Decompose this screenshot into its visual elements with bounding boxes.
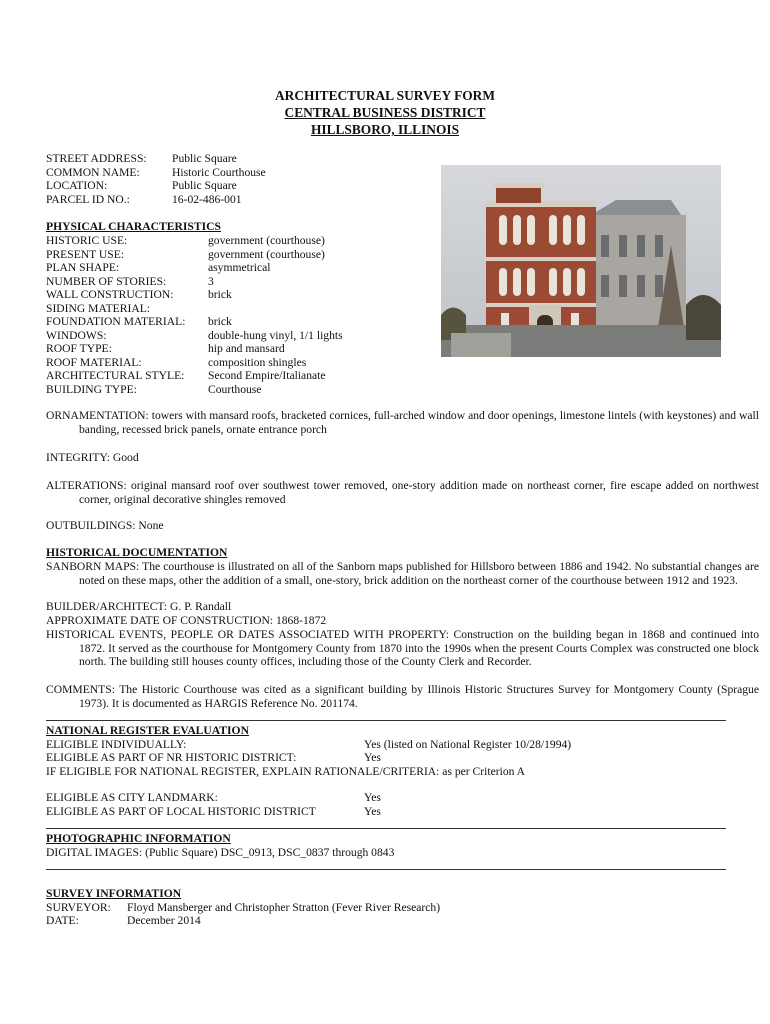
surveyor-label: SURVEYOR: bbox=[46, 901, 111, 914]
ornamentation-text: ORNAMENTATION: towers with mansard roofs, bracketed cornices, full-arched window and door openings, limestone lintels (with keystones) and wall banding, recessed brick panels, ornate entrance porch bbox=[46, 409, 759, 436]
photographic-heading: PHOTOGRAPHIC INFORMATION bbox=[46, 832, 231, 845]
builder-text: BUILDER/ARCHITECT: G. P. Randall bbox=[46, 600, 232, 613]
historical-heading: HISTORICAL DOCUMENTATION bbox=[46, 546, 228, 559]
divider bbox=[46, 828, 726, 829]
physical-row-label: BUILDING TYPE: bbox=[46, 382, 137, 396]
physical-row-value: asymmetrical bbox=[208, 261, 271, 274]
physical-row-value: 3 bbox=[208, 274, 214, 288]
physical-row-label: SIDING MATERIAL: bbox=[46, 301, 151, 315]
title-line-3: HILLSBORO, ILLINOIS bbox=[310, 122, 460, 137]
integrity-text: INTEGRITY: Good bbox=[46, 451, 139, 464]
divider bbox=[46, 869, 726, 870]
date-label: DATE: bbox=[46, 914, 79, 927]
parcel-id-label: PARCEL ID NO.: bbox=[46, 193, 130, 206]
city-landmark-value: Yes bbox=[364, 791, 381, 804]
outbuildings-text: OUTBUILDINGS: None bbox=[46, 519, 164, 532]
sanborn-text: SANBORN MAPS: The courthouse is illustrated on all of the Sanborn maps published for Hillsboro between 1886 and 1942. No substantial changes are noted on these maps, other the addition of a small, one-story, brick addition on the northeast corner of the courthouse between 1912 and 1923. bbox=[46, 560, 759, 587]
physical-row-value: double-hung vinyl, 1/1 lights bbox=[208, 328, 343, 342]
location-label: LOCATION: bbox=[46, 179, 108, 192]
street-address-label: STREET ADDRESS: bbox=[46, 152, 147, 165]
title-line-1: ARCHITECTURAL SURVEY FORM bbox=[275, 88, 495, 103]
construction-date-text: APPROXIMATE DATE OF CONSTRUCTION: 1868-1872 bbox=[46, 614, 327, 627]
physical-row-value: brick bbox=[208, 315, 232, 328]
physical-row-label: ROOF TYPE: bbox=[46, 342, 112, 355]
parcel-id-value: 16-02-486-001 bbox=[172, 193, 242, 206]
physical-row-label: HISTORIC USE: bbox=[46, 234, 128, 247]
alterations-text: ALTERATIONS: original mansard roof over southwest tower removed, one-story addition made on northeast corner, fire escape added on northwest corner, original decorative shingles removed bbox=[46, 479, 759, 506]
location-value: Public Square bbox=[172, 179, 237, 192]
local-district-label: ELIGIBLE AS PART OF LOCAL HISTORIC DISTRICT bbox=[46, 805, 316, 818]
street-address-value: Public Square bbox=[172, 152, 237, 165]
physical-row-value: Second Empire/Italianate bbox=[208, 369, 326, 382]
local-district-value: Yes bbox=[364, 805, 381, 818]
eligible-district-label: ELIGIBLE AS PART OF NR HISTORIC DISTRICT: bbox=[46, 751, 297, 764]
courthouse-photo bbox=[441, 165, 721, 357]
events-text: HISTORICAL EVENTS, PEOPLE OR DATES ASSOCIATED WITH PROPERTY: Construction on the building began in 1868 and continued into 1872. It served as the courthouse for Montgomery County from 1870 into the 1990s when the present Courts Complex was constructed one block north. The building still houses county offices, including those of the County Clerk and Recorder. bbox=[46, 628, 759, 669]
digital-images-text: DIGITAL IMAGES: (Public Square) DSC_0913, DSC_0837 through 0843 bbox=[46, 846, 395, 859]
common-name-value: Historic Courthouse bbox=[172, 166, 266, 179]
survey-heading: SURVEY INFORMATION bbox=[46, 887, 182, 900]
city-landmark-label: ELIGIBLE AS CITY LANDMARK: bbox=[46, 791, 218, 804]
physical-row-value: brick bbox=[208, 288, 232, 301]
national-register-heading: NATIONAL REGISTER EVALUATION bbox=[46, 724, 249, 737]
physical-row-label: FOUNDATION MATERIAL: bbox=[46, 315, 186, 328]
physical-row-value: hip and mansard bbox=[208, 342, 285, 355]
eligible-individually-label: ELIGIBLE INDIVIDUALLY: bbox=[46, 738, 187, 751]
eligible-district-value: Yes bbox=[364, 751, 381, 764]
common-name-label: COMMON NAME: bbox=[46, 166, 140, 179]
date-value: December 2014 bbox=[127, 914, 201, 927]
physical-row-value: government (courthouse) bbox=[208, 234, 325, 247]
physical-heading: PHYSICAL CHARACTERISTICS bbox=[46, 220, 221, 233]
physical-row-value: Courthouse bbox=[208, 382, 262, 396]
physical-row-label: WALL CONSTRUCTION: bbox=[46, 288, 174, 301]
eligible-individually-value: Yes (listed on National Register 10/28/1994) bbox=[364, 738, 572, 751]
physical-row-label: PLAN SHAPE: bbox=[46, 261, 120, 274]
physical-row-value: composition shingles bbox=[208, 355, 307, 369]
comments-text: COMMENTS: The Historic Courthouse was cited as a significant building by Illinois Historic Structures Survey for Montgomery County (Sprague 1973). It is documented as HARGIS Reference No. 201174. bbox=[46, 683, 759, 710]
physical-row-label: NUMBER OF STORIES: bbox=[46, 274, 167, 288]
divider bbox=[46, 720, 726, 721]
document-title bbox=[0, 87, 770, 138]
surveyor-value: Floyd Mansberger and Christopher Stratton (Fever River Research) bbox=[127, 901, 441, 914]
physical-row-label: ROOF MATERIAL: bbox=[46, 355, 142, 369]
physical-row-label: WINDOWS: bbox=[46, 328, 107, 342]
physical-row-label: ARCHITECTURAL STYLE: bbox=[46, 369, 185, 382]
physical-row-value: government (courthouse) bbox=[208, 247, 325, 261]
title-line-2: CENTRAL BUSINESS DISTRICT bbox=[284, 105, 486, 120]
rationale-text: IF ELIGIBLE FOR NATIONAL REGISTER, EXPLAIN RATIONALE/CRITERIA: as per Criterion A bbox=[46, 765, 526, 778]
physical-row-label: PRESENT USE: bbox=[46, 247, 125, 261]
